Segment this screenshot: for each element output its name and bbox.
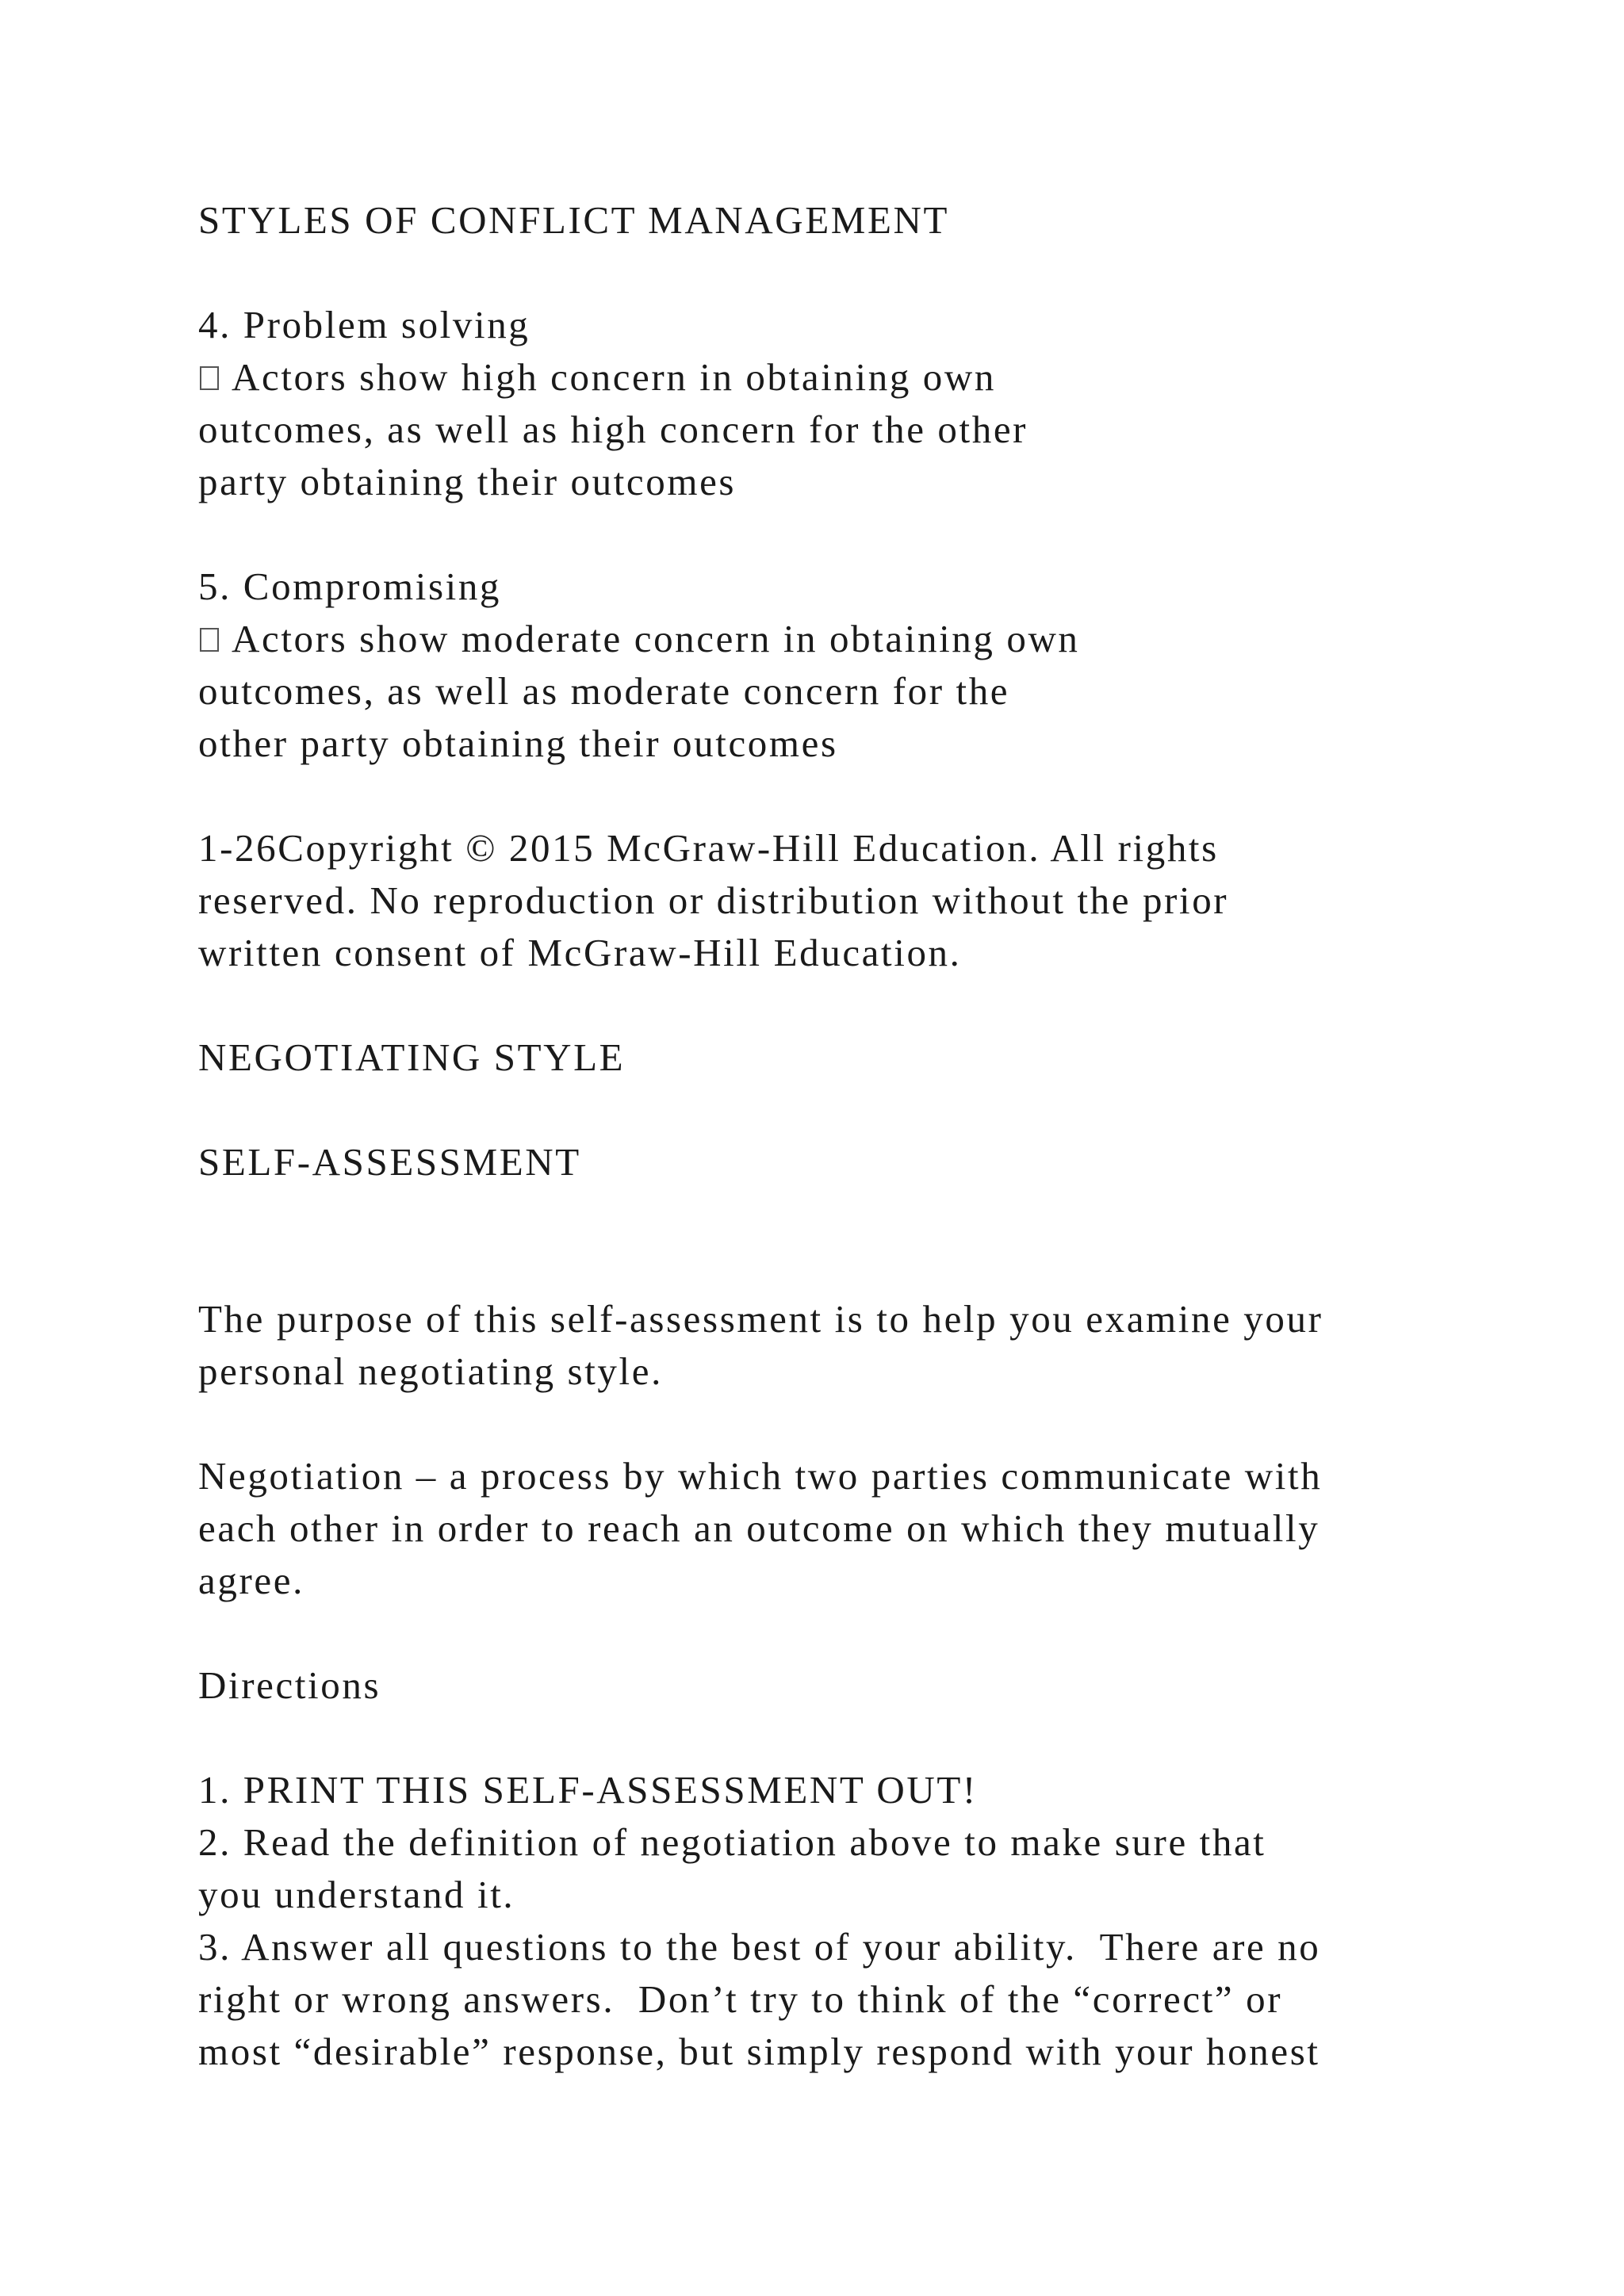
spacer: [198, 1712, 1546, 1764]
definition-line: agree.: [198, 1559, 304, 1602]
spacer: [198, 508, 1546, 561]
section-title: NEGOTIATING STYLE: [198, 1035, 626, 1079]
style-description-line: other party obtaining their outcomes: [198, 721, 838, 765]
copyright-line: reserved. No reproduction or distribution without the prior: [198, 878, 1229, 922]
style-description-line: [198, 351, 1546, 404]
square-bullet-icon: [198, 351, 232, 404]
directions-title: Directions: [198, 1663, 381, 1707]
spacer: [198, 1607, 1546, 1659]
spacer: [198, 979, 1546, 1031]
spacer: [198, 770, 1546, 822]
style-description-line: [198, 613, 1546, 665]
directions-line: 2. Read the definition of negotiation above to make sure that: [198, 1820, 1266, 1864]
purpose-line: personal negotiating style.: [198, 1349, 663, 1393]
style-description-text: Actors show high concern in obtaining own: [232, 355, 996, 399]
style-description-line: outcomes, as well as moderate concern for the: [198, 669, 1010, 713]
directions-line: 1. PRINT THIS SELF-ASSESSMENT OUT!: [198, 1768, 978, 1812]
directions-line: most “desirable” response, but simply respond with your honest: [198, 2030, 1320, 2073]
section-title: SELF-ASSESSMENT: [198, 1140, 581, 1184]
spacer: [198, 1084, 1546, 1136]
directions-line: right or wrong answers. Don’t try to think of the “correct” or: [198, 1977, 1283, 2021]
square-bullet-icon: [198, 613, 232, 665]
spacer: [198, 1398, 1546, 1450]
style-title: 5. Compromising: [198, 564, 502, 608]
definition-line: each other in order to reach an outcome on which they mutually: [198, 1506, 1320, 1550]
document-page: [198, 194, 1546, 2078]
section-heading: STYLES OF CONFLICT MANAGEMENT: [198, 198, 950, 242]
style-title: 4. Problem solving: [198, 303, 530, 346]
definition-line: Negotiation – a process by which two parties communicate with: [198, 1454, 1323, 1498]
copyright-line: 1-26Copyright © 2015 McGraw-Hill Education. All rights: [198, 826, 1219, 870]
spacer: [198, 1188, 1546, 1293]
style-description-line: outcomes, as well as high concern for the other: [198, 408, 1028, 451]
style-description-line: party obtaining their outcomes: [198, 460, 737, 503]
purpose-line: The purpose of this self-assessment is to help you examine your: [198, 1297, 1323, 1341]
copyright-line: written consent of McGraw-Hill Education.: [198, 931, 962, 974]
style-description-text: Actors show moderate concern in obtaining own: [232, 617, 1080, 660]
directions-line: 3. Answer all questions to the best of your ability. There are no: [198, 1925, 1321, 1969]
directions-line: you understand it.: [198, 1873, 515, 1916]
spacer: [198, 247, 1546, 299]
